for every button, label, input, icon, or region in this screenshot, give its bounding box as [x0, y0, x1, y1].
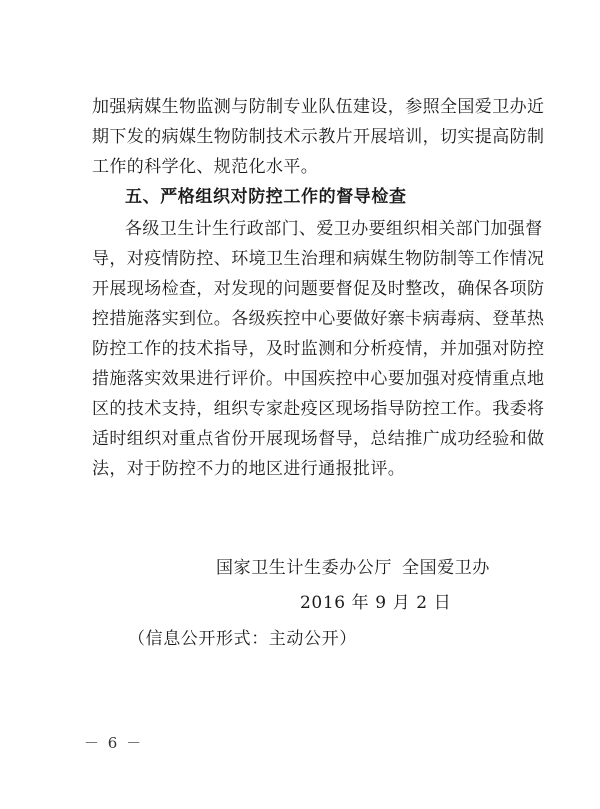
document-date: 2016 年 9 月 2 日: [300, 593, 452, 613]
section-line-7: 区的技术支持，组织专家赴疫区现场指导防控工作。我委将: [92, 399, 545, 419]
section-line-4: 控措施落实到位。各级疾控中心要做好寨卡病毒病、登革热: [92, 309, 545, 329]
section-line-1: 各级卫生计生行政部门、爱卫办要组织相关部门加强督: [125, 219, 543, 239]
section-line-6: 措施落实效果进行评价。中国疾控中心要加强对疫情重点地: [92, 369, 545, 389]
section-heading: 五、严格组织对防控工作的督导检查: [125, 187, 407, 207]
section-line-8: 适时组织对重点省份开展现场督导，总结推广成功经验和做: [92, 429, 545, 449]
body-line-2: 期下发的病媒生物防制技术示教片开展培训，切实提高防制: [92, 127, 545, 147]
body-line-1: 加强病媒生物监测与防制专业队伍建设，参照全国爱卫办近: [92, 97, 545, 117]
signatory-office: 国家卫生计生委办公厅: [216, 558, 392, 578]
section-line-3: 开展现场检查，对发现的问题要督促及时整改，确保各项防: [92, 279, 545, 299]
section-line-2: 导，对疫情防控、环境卫生治理和病媒生物防制等工作情况: [92, 249, 545, 269]
signatory-patriotic-health: 全国爱卫办: [402, 558, 490, 578]
section-line-5: 防控工作的技术指导，及时监测和分析疫情，并加强对防控: [92, 339, 545, 359]
disclosure-note: （信息公开形式：主动公开）: [128, 629, 357, 649]
section-line-9: 法，对于防控不力的地区进行通报批评。: [92, 459, 406, 479]
body-line-3: 工作的科学化、规范化水平。: [92, 157, 319, 177]
page-number: － 6 －: [84, 734, 144, 752]
